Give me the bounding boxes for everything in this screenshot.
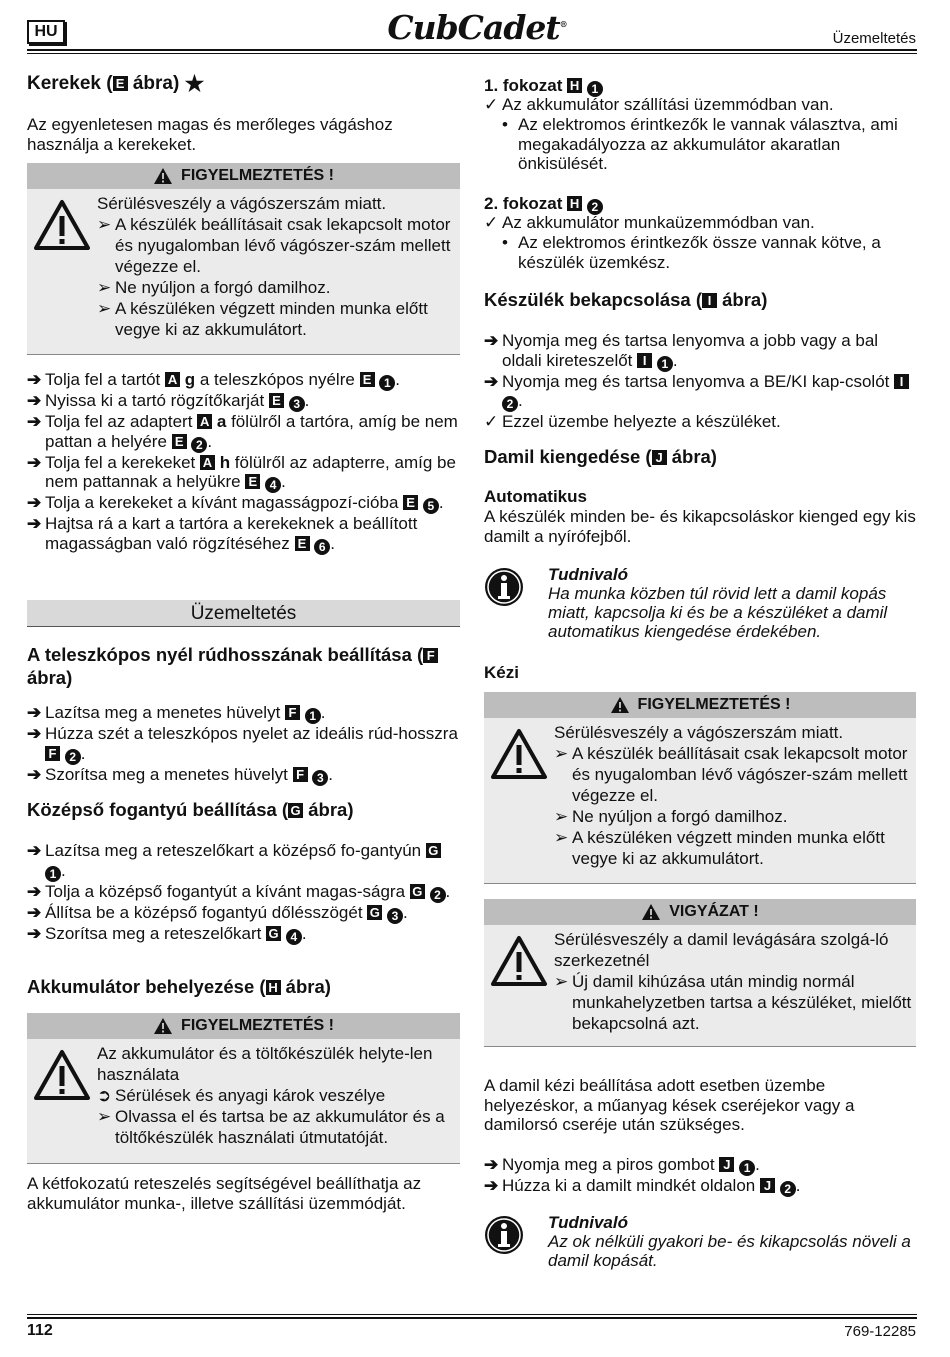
caution-header: [484, 899, 916, 925]
warning-triangle-icon: [153, 1017, 173, 1035]
arrow-icon: ➔: [27, 412, 42, 431]
figure-label: I: [894, 374, 909, 389]
note-title: Tudnivaló: [548, 1213, 628, 1232]
figure-label: I: [637, 353, 652, 368]
figure-label: F: [293, 767, 308, 782]
chevron-icon: ➢: [554, 744, 569, 763]
footer-rule: [27, 1317, 917, 1319]
warning-title: FIGYELMEZTETÉS !: [181, 167, 334, 184]
warning-item: ➢ Ne nyúljon a forgó damilhoz.: [97, 278, 331, 297]
warning-triangle-icon: [641, 903, 661, 921]
callout-number: 4: [286, 929, 302, 945]
caution-body: [554, 925, 916, 1034]
figure-label: E: [295, 536, 310, 551]
check-item: ✓ Az akkumulátor szállítási üzemmódban van.: [484, 95, 834, 114]
figure-label: A: [197, 414, 212, 429]
step-item: ➔ Állítsa be a középső fogantyú dőlésszögét G 3 .: [27, 902, 408, 923]
figure-label: G: [367, 905, 382, 920]
note-box-2: [484, 1213, 916, 1270]
heading-text: Kerekek (: [27, 73, 113, 94]
callout-number: 2: [780, 1181, 796, 1197]
warning-item: ➢ Olvassa el és tartsa be az akkumulátor és a töltőkészülék használati útmutatóját.: [97, 1107, 445, 1147]
figure-label: F: [285, 705, 300, 720]
figure-label: J: [760, 1178, 775, 1193]
info-icon: [484, 567, 524, 607]
figure-label: F: [423, 648, 438, 663]
warning-large-icon: [490, 935, 548, 987]
callout-number: 2: [430, 887, 446, 903]
warning-triangle-icon: [153, 167, 173, 185]
check-icon: ✓: [484, 95, 499, 114]
callout-number: 3: [312, 770, 328, 786]
step-item: ➔ Hajtsa rá a kart a tartóra a kerekeknek a beállított magasságban való rögzítéséhez E 6 .: [27, 514, 418, 554]
info-icon: [484, 1215, 524, 1255]
arrow-icon: ➔: [484, 371, 499, 391]
warning-box-3: [484, 692, 916, 884]
figure-label: E: [172, 434, 187, 449]
figure-label: E: [403, 495, 418, 510]
registered-mark: ®: [559, 19, 567, 29]
arrow-icon: ➔: [484, 331, 499, 350]
arrow-icon: ➔: [484, 1176, 499, 1195]
telescopic-heading: A teleszkópos nyél rúdhosszának beállítása ( F ábra): [27, 643, 460, 689]
step-item: ➔ Tolja fel a kerekeket A h fölülről az adapterre, amíg be nem pattannak a helyükre E 4 .: [27, 452, 456, 492]
warning-item: ➢ A készülék beállításait csak lekapcsolt motor és nyugalomban lévő vágószer-szám mellett végezze el.: [554, 744, 908, 805]
figure-label: I: [702, 293, 717, 308]
check-item: ✓ Ezzel üzembe helyezte a készüléket.: [484, 412, 781, 431]
callout-number: 1: [657, 356, 673, 372]
figure-label: E: [113, 76, 128, 91]
step-item: ➔ Nyomja meg és tartsa lenyomva a BE/KI kap-csolót I 2 .: [484, 372, 916, 413]
battery-text: A kétfokozatú reteszelés segítségével beállíthatja az akkumulátor munka-, illetve szállítási üzemmódját.: [27, 1174, 422, 1213]
chevron-icon: ➢: [554, 807, 569, 826]
stage2-list: [484, 213, 916, 233]
footer-rule-thin: [27, 1314, 917, 1315]
warning-body: [97, 189, 460, 340]
arrow-icon: ➔: [27, 370, 42, 389]
line-release-heading: Damil kiengedése ( J ábra): [484, 446, 717, 467]
caution-box: [484, 899, 916, 1047]
stage2-heading: 2. fokozat H 2: [484, 194, 916, 215]
figure-label: E: [269, 393, 284, 408]
note-box-1: [484, 565, 916, 641]
arrow-icon: ➔: [27, 764, 42, 784]
warning-lead: Az akkumulátor és a töltőkészülék helyte-len használata: [97, 1044, 433, 1084]
note-text: Ha munka közben túl rövid lett a damil kopás miatt, kapcsolja ki és be a készüléket a damil automatikus kiengedése érdekében.: [548, 584, 888, 641]
wheel-steps: [27, 370, 460, 555]
warning-large-icon: [33, 199, 91, 251]
brand-logo: [377, 4, 577, 47]
arrow-icon: ➔: [27, 514, 42, 533]
switch-on-heading: Készülék bekapcsolása ( I ábra): [484, 289, 768, 310]
arrow-icon: ➔: [27, 902, 42, 922]
stage1-list: [484, 95, 916, 115]
callout-number: 6: [314, 539, 330, 555]
middle-handle-heading: Középső fogantyú beállítása ( G ábra): [27, 799, 354, 820]
figure-label: E: [360, 372, 375, 387]
bullet-item: • Az elektromos érintkezők össze vannak kötve, a készülék üzemkész.: [502, 233, 881, 272]
step-item: ➔ Szorítsa meg a menetes hüvelyt F 3 .: [27, 764, 334, 785]
warning-box-2: [27, 1013, 460, 1164]
arrow-icon: ➔: [27, 724, 42, 743]
language-badge: HU: [27, 20, 65, 44]
figure-label: G: [266, 926, 281, 941]
manual-steps: [484, 1155, 916, 1197]
callout-number: 1: [305, 708, 321, 724]
telescopic-steps: [27, 703, 460, 786]
switch-on-steps: [484, 331, 916, 432]
callout-number: 3: [387, 908, 403, 924]
step-item: ➔ Lazítsa meg a reteszelőkart a középső fo-gantyún G 1 .: [27, 841, 460, 882]
callout-number: 4: [265, 477, 281, 493]
star-icon: ★: [184, 71, 205, 96]
chevron-icon: ➢: [97, 1107, 112, 1126]
arrow-icon: ➔: [484, 1155, 499, 1174]
arrow-icon: ➔: [27, 452, 42, 472]
callout-number: 1: [379, 375, 395, 391]
step-item: ➔ Tolja a középső fogantyút a kívánt magas-ságra G 2 .: [27, 881, 451, 902]
figure-label: A: [200, 455, 215, 470]
warning-large-icon: [490, 728, 548, 780]
figure-label: G: [426, 843, 441, 858]
arrow-icon: ➔: [27, 493, 42, 512]
wheels-intro: Az egyenletesen magas és merőleges vágáshoz használja a kerekeket.: [27, 115, 393, 154]
step-item: ➔ Húzza szét a teleszkópos nyelet az ideális rúd-hosszra F 2 .: [27, 724, 458, 764]
check-icon: ✓: [484, 213, 499, 232]
arrow-icon: ➔: [27, 841, 42, 860]
check-icon: ✓: [484, 412, 499, 431]
warning-triangle-icon: [610, 696, 630, 714]
brand-name: CubCadet: [387, 8, 560, 47]
warning-item: ➢ Ne nyúljon a forgó damilhoz.: [554, 807, 788, 826]
callout-number: 3: [289, 396, 305, 412]
step-item: ➔ Lazítsa meg a menetes hüvelyt F 1 .: [27, 703, 326, 723]
warning-item: ➢ A készüléken végzett minden munka előtt vegye ki az akkumulátort.: [554, 828, 885, 868]
callout-number: 5: [423, 498, 439, 514]
middle-handle-steps: [27, 841, 460, 945]
step-item: ➔ Szorítsa meg a reteszelőkart G 4 .: [27, 923, 307, 944]
figure-label: J: [719, 1157, 734, 1172]
page-number: 112: [27, 1322, 53, 1339]
warning-title: FIGYELMEZTETÉS !: [181, 1017, 334, 1034]
chevron-icon: ➢: [97, 299, 112, 318]
wheels-heading: [27, 72, 460, 95]
caution-title: VIGYÁZAT !: [669, 903, 759, 920]
step-item: ➔ Nyissa ki a tartó rögzítőkarját E 3 .: [27, 391, 310, 411]
warning-large-icon: [33, 1049, 91, 1101]
figure-label: G: [410, 884, 425, 899]
figure-label: J: [652, 450, 667, 465]
chevron-icon: ➢: [554, 828, 569, 847]
warning-lead: Sérülésveszély a vágószerszám miatt.: [97, 194, 387, 213]
check-item: ✓ Az akkumulátor munkaüzemmódban van.: [484, 213, 815, 232]
arrow-icon: ➔: [27, 881, 42, 901]
header-rule-thin: [27, 53, 917, 54]
callout-number: 2: [587, 199, 603, 215]
note-title: Tudnivaló: [548, 565, 628, 584]
battery-heading: Akkumulátor behelyezése ( H ábra): [27, 976, 331, 997]
bullet-icon: •: [502, 233, 508, 252]
automatic-heading: Automatikus: [484, 487, 587, 506]
stage1-heading: 1. fokozat H 1: [484, 76, 916, 97]
warning-title: FIGYELMEZTETÉS !: [637, 696, 791, 713]
caution-item: ➢ Új damil kihúzása után mindig normál munkahelyzetben tartsa a készüléket, mielőtt bekapcsolná azt.: [554, 972, 912, 1033]
heading-text: ábra): [127, 73, 180, 94]
step-item: ➔ Nyomja meg a piros gombot J 1 .: [484, 1155, 760, 1175]
warning-box-1: [27, 163, 460, 355]
header-rule: [27, 49, 917, 51]
figure-label: E: [245, 474, 260, 489]
step-item: ➔ Tolja a kerekeket a kívánt magasságpozí-cióba E 5 .: [27, 493, 444, 513]
automatic-text: A készülék minden be- és kikapcsoláskor kienged egy kis damilt a nyírófejből.: [484, 507, 916, 546]
figure-label: A: [165, 372, 180, 387]
chevron-icon: ➢: [97, 215, 112, 234]
bullet-icon: •: [502, 115, 508, 134]
warning-lead: Sérülésveszély a vágószerszám miatt.: [554, 723, 844, 742]
callout-number: 2: [191, 437, 207, 453]
figure-label: G: [288, 803, 303, 818]
arrow-icon: ➔: [27, 703, 42, 722]
step-item: ➔ Tolja fel a tartót A g a teleszkópos nyélre E 1 .: [27, 370, 401, 390]
note-text: Az ok nélküli gyakori be- és kikapcsolás növeli a damil kopását.: [548, 1232, 911, 1270]
warning-header: [484, 692, 916, 718]
figure-label: F: [45, 746, 60, 761]
warning-body: [97, 1039, 460, 1148]
arrow-icon: ➔: [27, 923, 42, 943]
figure-label: H: [567, 78, 582, 93]
arrow-icon: ➔: [27, 391, 42, 410]
callout-number: 2: [65, 749, 81, 765]
stage1-sub: [484, 115, 916, 174]
chevron-icon: ➢: [554, 972, 569, 991]
operation-section-bar: Üzemeltetés: [27, 600, 460, 627]
callout-number: 2: [502, 396, 518, 412]
warning-item: ➢ A készülék beállításait csak lekapcsolt motor és nyugalomban lévő vágószer-szám mellett végezze el.: [97, 215, 451, 276]
caution-lead: Sérülésveszély a damil levágására szolgá-ló szerkezetnél: [554, 930, 889, 970]
step-item: ➔ Húzza ki a damilt mindkét oldalon J 2 .: [484, 1176, 801, 1196]
consequence-arrow-icon: ➲: [97, 1086, 112, 1105]
callout-number: 1: [739, 1160, 755, 1176]
warning-header: [27, 1013, 460, 1039]
document-number: 769-12285: [844, 1323, 916, 1340]
chevron-icon: ➢: [97, 278, 112, 297]
manual-text: A damil kézi beállítása adott esetben üzembe helyezéskor, a műanyag kések cseréjekor vagy a damilorsó cseréje után szükséges.: [484, 1076, 855, 1134]
callout-number: 1: [587, 81, 603, 97]
warning-item: ➢ A készüléken végzett minden munka előtt vegye ki az akkumulátort.: [97, 299, 428, 339]
warning-header: [27, 163, 460, 189]
note-body: [548, 1213, 916, 1270]
stage2-sub: [484, 233, 916, 272]
callout-number: 1: [45, 866, 61, 882]
warning-consequence: ➲ Sérülések és anyagi károk veszélye: [97, 1086, 386, 1105]
warning-body: [554, 718, 916, 869]
header-section-title: Üzemeltetés: [832, 30, 916, 47]
manual-heading: Kézi: [484, 663, 519, 682]
step-item: ➔ Nyomja meg és tartsa lenyomva a jobb vagy a bal oldali kireteszelőt I 1 .: [484, 331, 879, 371]
note-body: [548, 565, 916, 641]
figure-label: H: [266, 980, 281, 995]
figure-label: H: [567, 196, 582, 211]
step-item: ➔ Tolja fel az adaptert A a fölülről a tartóra, amíg be nem pattan a helyére E 2 .: [27, 412, 458, 452]
bullet-item: • Az elektromos érintkezők le vannak választva, ami megakadályozza az akkumulátor akaratlan önkisülését.: [502, 115, 898, 173]
